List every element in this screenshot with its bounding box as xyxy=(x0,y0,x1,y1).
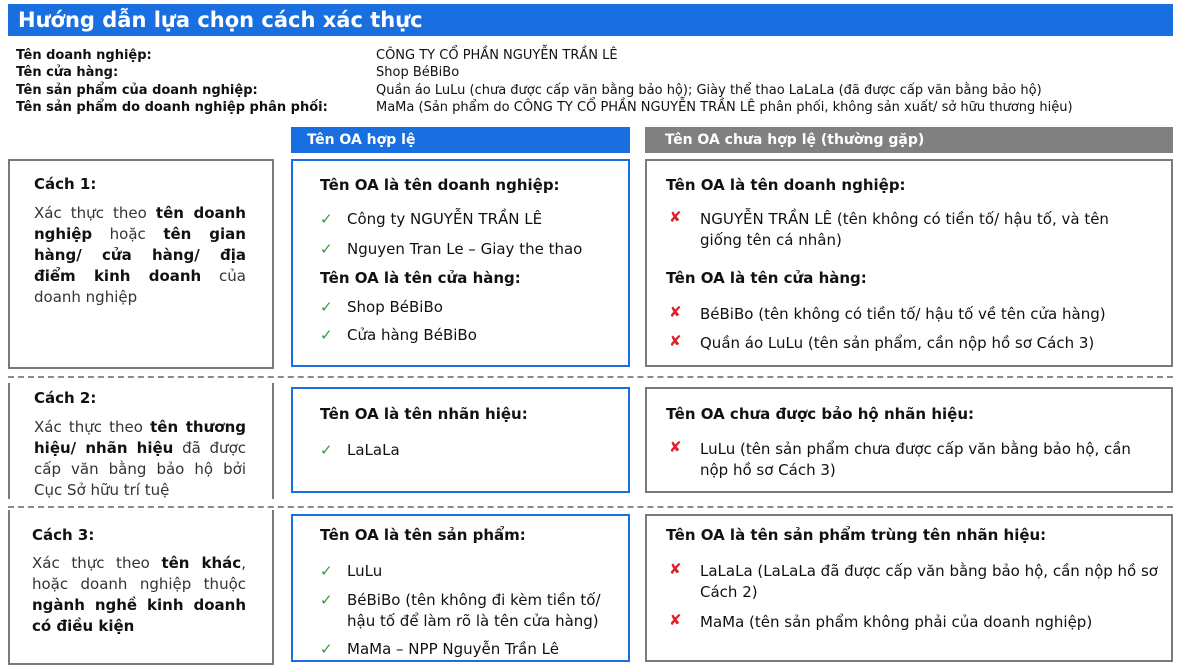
method-3-box xyxy=(8,510,274,665)
valid-item: MaMa – NPP Nguyễn Trần Lê xyxy=(347,640,559,658)
desc-text: , hoặc doanh nghiệp thuộc xyxy=(32,554,246,593)
valid-item: LaLaLa xyxy=(347,441,400,459)
info-label: Tên doanh nghiệp: xyxy=(16,48,152,63)
check-icon: ✓ xyxy=(320,298,333,316)
method-description xyxy=(34,417,246,501)
desc-bold: tên khác xyxy=(161,554,242,572)
desc-bold: tên thương hiệu/ nhãn hiệu xyxy=(34,418,246,457)
info-label: Tên cửa hàng: xyxy=(16,65,119,80)
check-icon: ✓ xyxy=(320,441,333,459)
method-1-valid-box xyxy=(291,159,630,367)
check-icon: ✓ xyxy=(320,591,333,609)
valid-item: BéBiBo (tên không đi kèm tiền tố/ hậu tố để làm rõ là tên cửa hàng) xyxy=(347,591,601,630)
valid-item: Shop BéBiBo xyxy=(347,298,443,316)
method-description xyxy=(34,203,246,308)
info-value: Quần áo LuLu (chưa được cấp văn bằng bảo hộ); Giày thể thao LaLaLa (đã được cấp văn bằng bảo hộ) xyxy=(376,83,1042,98)
info-value: MaMa (Sản phẩm do CÔNG TY CỔ PHẦN NGUYỄN TRẦN LÊ phân phối, không sản xuất/ sở hữu thương hiệu) xyxy=(376,100,1073,115)
check-icon: ✓ xyxy=(320,240,333,258)
desc-text: hoặc xyxy=(92,225,164,243)
invalid-heading: Tên OA là tên cửa hàng: xyxy=(666,269,867,287)
desc-text: Xác thực theo xyxy=(34,204,156,222)
desc-text: Xác thực theo xyxy=(32,554,162,572)
desc-bold: ngành nghề kinh doanh có điều kiện xyxy=(32,596,246,635)
invalid-item: Quần áo LuLu (tên sản phẩm, cần nộp hồ sơ Cách 3) xyxy=(700,334,1095,352)
cross-icon: ✘ xyxy=(669,611,682,629)
valid-heading: Tên OA là tên sản phẩm: xyxy=(320,526,526,544)
valid-heading: Tên OA là tên nhãn hiệu: xyxy=(320,405,528,423)
section-divider xyxy=(8,376,1173,378)
valid-item: Cửa hàng BéBiBo xyxy=(347,326,477,344)
check-icon: ✓ xyxy=(320,562,333,580)
method-1-box xyxy=(8,159,274,369)
invalid-item: NGUYỄN TRẦN LÊ (tên không có tiền tố/ hậu tố, và tên giống tên cá nhân) xyxy=(700,210,1109,249)
method-3-valid-box xyxy=(291,514,630,662)
desc-text: đã được cấp văn bằng bảo hộ bởi Cục Sở hữu trí tuệ xyxy=(34,439,246,499)
method-description xyxy=(32,553,246,637)
desc-text: của doanh nghiệp xyxy=(34,267,247,306)
cross-icon: ✘ xyxy=(669,332,682,350)
info-value: Shop BéBiBo xyxy=(376,65,460,80)
invalid-item: BéBiBo (tên không có tiền tố/ hậu tố về tên cửa hàng) xyxy=(700,305,1106,323)
desc-text: Xác thực theo xyxy=(34,418,151,436)
check-icon: ✓ xyxy=(320,210,333,228)
info-label: Tên sản phẩm của doanh nghiệp: xyxy=(16,83,258,98)
method-2-box xyxy=(8,383,274,499)
desc-bold: tên doanh nghiệp xyxy=(34,204,246,243)
valid-item: LuLu xyxy=(347,562,383,580)
invalid-heading: Tên OA là tên doanh nghiệp: xyxy=(666,176,906,194)
section-divider xyxy=(8,506,1173,508)
info-value: CÔNG TY CỔ PHẦN NGUYỄN TRẦN LÊ xyxy=(376,48,618,63)
check-icon: ✓ xyxy=(320,640,333,658)
cross-icon: ✘ xyxy=(669,208,682,226)
valid-item: Nguyen Tran Le – Giay the thao xyxy=(347,240,583,258)
method-3-invalid-box xyxy=(645,514,1173,662)
invalid-item: LuLu (tên sản phẩm chưa được cấp văn bằng bảo hộ, cần nộp hồ sơ Cách 3) xyxy=(700,440,1131,479)
method-title: Cách 3: xyxy=(32,526,95,544)
desc-bold: tên gian hàng/ cửa hàng/ địa điểm kinh doanh xyxy=(34,225,246,285)
cross-icon: ✘ xyxy=(669,560,682,578)
page-title: Hướng dẫn lựa chọn cách xác thực xyxy=(8,4,1173,36)
valid-item: Công ty NGUYỄN TRẦN LÊ xyxy=(347,210,543,228)
method-2-invalid-box xyxy=(645,387,1173,493)
info-label: Tên sản phẩm do doanh nghiệp phân phối: xyxy=(16,100,328,115)
valid-heading: Tên OA là tên doanh nghiệp: xyxy=(320,176,560,194)
method-2-valid-box xyxy=(291,387,630,493)
invalid-heading: Tên OA chưa được bảo hộ nhãn hiệu: xyxy=(666,405,975,423)
cross-icon: ✘ xyxy=(669,303,682,321)
invalid-item: LaLaLa (LaLaLa đã được cấp văn bằng bảo hộ, cần nộp hồ sơ Cách 2) xyxy=(700,562,1158,601)
invalid-item: MaMa (tên sản phẩm không phải của doanh nghiệp) xyxy=(700,613,1093,631)
method-1-invalid-box xyxy=(645,159,1173,367)
method-title: Cách 1: xyxy=(34,175,97,193)
valid-heading: Tên OA là tên cửa hàng: xyxy=(320,269,521,287)
cross-icon: ✘ xyxy=(669,438,682,456)
method-title: Cách 2: xyxy=(34,389,97,407)
invalid-column-header: Tên OA chưa hợp lệ (thường gặp) xyxy=(645,127,1173,153)
valid-column-header: Tên OA hợp lệ xyxy=(291,127,630,153)
invalid-heading: Tên OA là tên sản phẩm trùng tên nhãn hiệu: xyxy=(666,526,1047,544)
check-icon: ✓ xyxy=(320,326,333,344)
